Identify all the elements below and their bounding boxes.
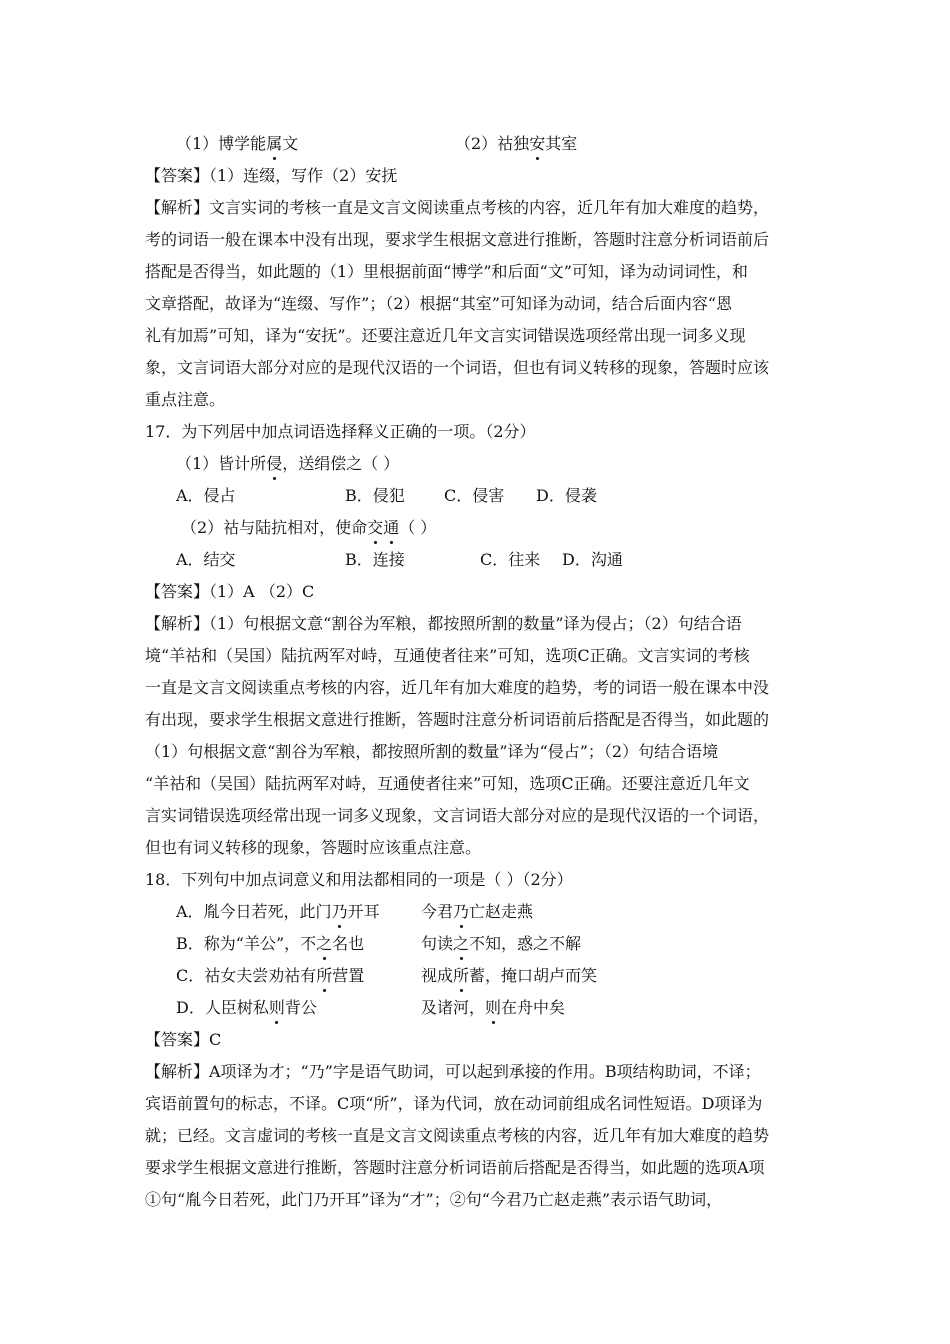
text: 营置 — [332, 966, 365, 985]
text: 开耳 — [347, 902, 380, 921]
q17-analysis-line: 境“羊祜和（吴国）陆抗两军对峙，互通使者往来”可知，选项C正确。文言实词的考核 — [145, 646, 750, 665]
q16-answer: 【答案】（1）连缀，写作（2）安抚 — [145, 166, 398, 185]
q18-option-d-right — [421, 997, 565, 1019]
q16-item-1-post: 文 — [282, 134, 299, 153]
text: 今君 — [421, 902, 454, 921]
q17-sub-2-pre: （2）祜与陆抗相对，使命 — [181, 518, 368, 537]
q16-item-1 — [176, 133, 298, 155]
q16-analysis-line: 重点注意。 — [145, 390, 226, 409]
q18-analysis-line: 要求学生根据文意进行推断，答题时注意分析词语前后搭配是否得当，如此题的选项A项 — [145, 1158, 765, 1177]
q17-sub-2-dotted-word-1: 交 — [367, 518, 384, 537]
text: 及诸河， — [421, 998, 486, 1017]
text: A．胤今日若死，此门 — [176, 902, 332, 921]
q18-analysis-line: 就；已经。文言虚词的考核一直是文言文阅读重点考核的内容，近几年有加大难度的趋势 — [145, 1126, 770, 1145]
q17-sub-1-pre: （1）皆计所 — [176, 454, 267, 473]
dotted-word: 之 — [316, 934, 333, 953]
q17-analysis-line: 【解析】（1）句根据文意“割谷为军粮，都按照所割的数量”译为侵占；（2）句结合语 — [145, 614, 742, 633]
q17-analysis-line: （1）句根据文意“割谷为军粮，都按照所割的数量”译为“侵占”；（2）句结合语境 — [145, 742, 719, 761]
q18-analysis-line: 【解析】A项译为才；“乃”字是语气助词，可以起到承接的作用。B项结构助词，不译； — [145, 1062, 761, 1081]
q17-option-b1: B．侵犯 — [345, 486, 405, 505]
q17-analysis-line: “羊祜和（吴国）陆抗两军对峙，互通使者往来”可知，选项C正确。还要注意近几年文 — [145, 774, 750, 793]
q16-item-2 — [455, 133, 577, 155]
q17-analysis-line: 一直是文言文阅读重点考核的内容，近几年有加大难度的趋势，考的词语一般在课本中没 — [145, 678, 770, 697]
text: 在舟中矣 — [501, 998, 566, 1017]
dotted-word: 所 — [453, 966, 470, 985]
q18-answer: 【答案】C — [145, 1030, 222, 1049]
text: 亡赵走燕 — [469, 902, 534, 921]
q16-item-2-dotted-word: 安 — [529, 134, 546, 153]
dotted-word: 则 — [485, 998, 502, 1017]
q17-option-b2: B．连接 — [345, 550, 405, 569]
q17-stem: 17．为下列居中加点词语选择释义正确的一项。（2分） — [145, 422, 536, 441]
dotted-word: 所 — [316, 966, 333, 985]
q18-stem: 18．下列句中加点词意义和用法都相同的一项是（ ）（2分） — [145, 870, 573, 889]
q16-analysis-line: 礼有加焉”可知，译为“安抚”。还要注意近几年文言实词错误选项经常出现一词多义现 — [145, 326, 746, 345]
q17-sub-1 — [176, 453, 399, 475]
q17-sub-1-post: ，送绢偿之（ ） — [282, 454, 400, 473]
q17-analysis-line: 但也有词义转移的现象，答题时应该重点注意。 — [145, 838, 482, 857]
text: B．称为“羊公”，不 — [176, 934, 317, 953]
q18-option-a-left — [176, 901, 380, 923]
text: D．人臣树私 — [176, 998, 269, 1017]
q18-option-b-right — [421, 933, 581, 955]
q17-option-a2: A．结交 — [176, 550, 236, 569]
dotted-word: 乃 — [331, 902, 348, 921]
q18-option-a-right — [421, 901, 533, 923]
q17-option-c2: C．往来 — [480, 550, 541, 569]
text: 句读 — [421, 934, 454, 953]
q16-analysis-line: 文章搭配，故译为“连缀、写作”；（2）根据“其室”可知译为动词，结合后面内容“恩 — [145, 294, 733, 313]
q16-item-1-dotted-word: 属 — [266, 134, 283, 153]
text: 名也 — [332, 934, 365, 953]
q16-item-2-post: 其室 — [545, 134, 578, 153]
q17-analysis-line: 有出现，要求学生根据文意进行推断，答题时注意分析词语前后搭配是否得当，如此题的 — [145, 710, 770, 729]
q17-answer: 【答案】（1）A （2）C — [145, 582, 315, 601]
dotted-word: 乃 — [453, 902, 470, 921]
q18-option-d-left — [176, 997, 317, 1019]
text: 不知，惑之不解 — [469, 934, 582, 953]
dotted-word: 之 — [453, 934, 470, 953]
q17-analysis-line: 言实词错误选项经常出现一词多义现象，文言词语大部分对应的是现代汉语的一个词语， — [145, 806, 770, 825]
q17-option-d2: D．沟通 — [562, 550, 623, 569]
q18-analysis-line: ①句“胤今日若死，此门乃开耳”译为“才”；②句“今君乃亡赵走燕”表示语气助词， — [145, 1190, 723, 1209]
dotted-word: 则 — [268, 998, 285, 1017]
q17-option-a1: A．侵占 — [176, 486, 236, 505]
q16-item-1-pre: （1）博学能 — [176, 134, 267, 153]
q17-option-c1: C．侵害 — [444, 486, 505, 505]
q18-option-b-left — [176, 933, 364, 955]
q18-option-c-right — [421, 965, 597, 987]
q18-analysis-line: 宾语前置句的标志，不译。C项“所”，译为代词，放在动词前组成名词性短语。D项译为 — [145, 1094, 763, 1113]
q16-analysis-line: 考的词语一般在课本中没有出现，要求学生根据文意进行推断，答题时注意分析词语前后 — [145, 230, 770, 249]
q16-analysis-line: 【解析】文言实词的考核一直是文言文阅读重点考核的内容，近几年有加大难度的趋势， — [145, 198, 770, 217]
q17-option-d1: D．侵袭 — [536, 486, 597, 505]
q16-analysis-line: 搭配是否得当，如此题的（1）里根据前面“博学”和后面“文”可知，译为动词词性，和 — [145, 262, 748, 281]
q17-sub-2 — [181, 517, 436, 539]
q17-sub-2-post: （ ） — [399, 518, 437, 537]
text: C．祜女夫尝劝祜有 — [176, 966, 317, 985]
q16-analysis-line: 象，文言词语大部分对应的是现代汉语的一个词语，但也有词义转移的现象，答题时应该 — [145, 358, 770, 377]
text: 蓄，掩口胡卢而笑 — [469, 966, 598, 985]
q16-item-2-pre: （2）祜独 — [455, 134, 530, 153]
q18-option-c-left — [176, 965, 364, 987]
q17-sub-2-dotted-word-2: 通 — [383, 518, 400, 537]
text: 视成 — [421, 966, 454, 985]
text: 背公 — [284, 998, 317, 1017]
q17-sub-1-dotted-word: 侵 — [266, 454, 283, 473]
